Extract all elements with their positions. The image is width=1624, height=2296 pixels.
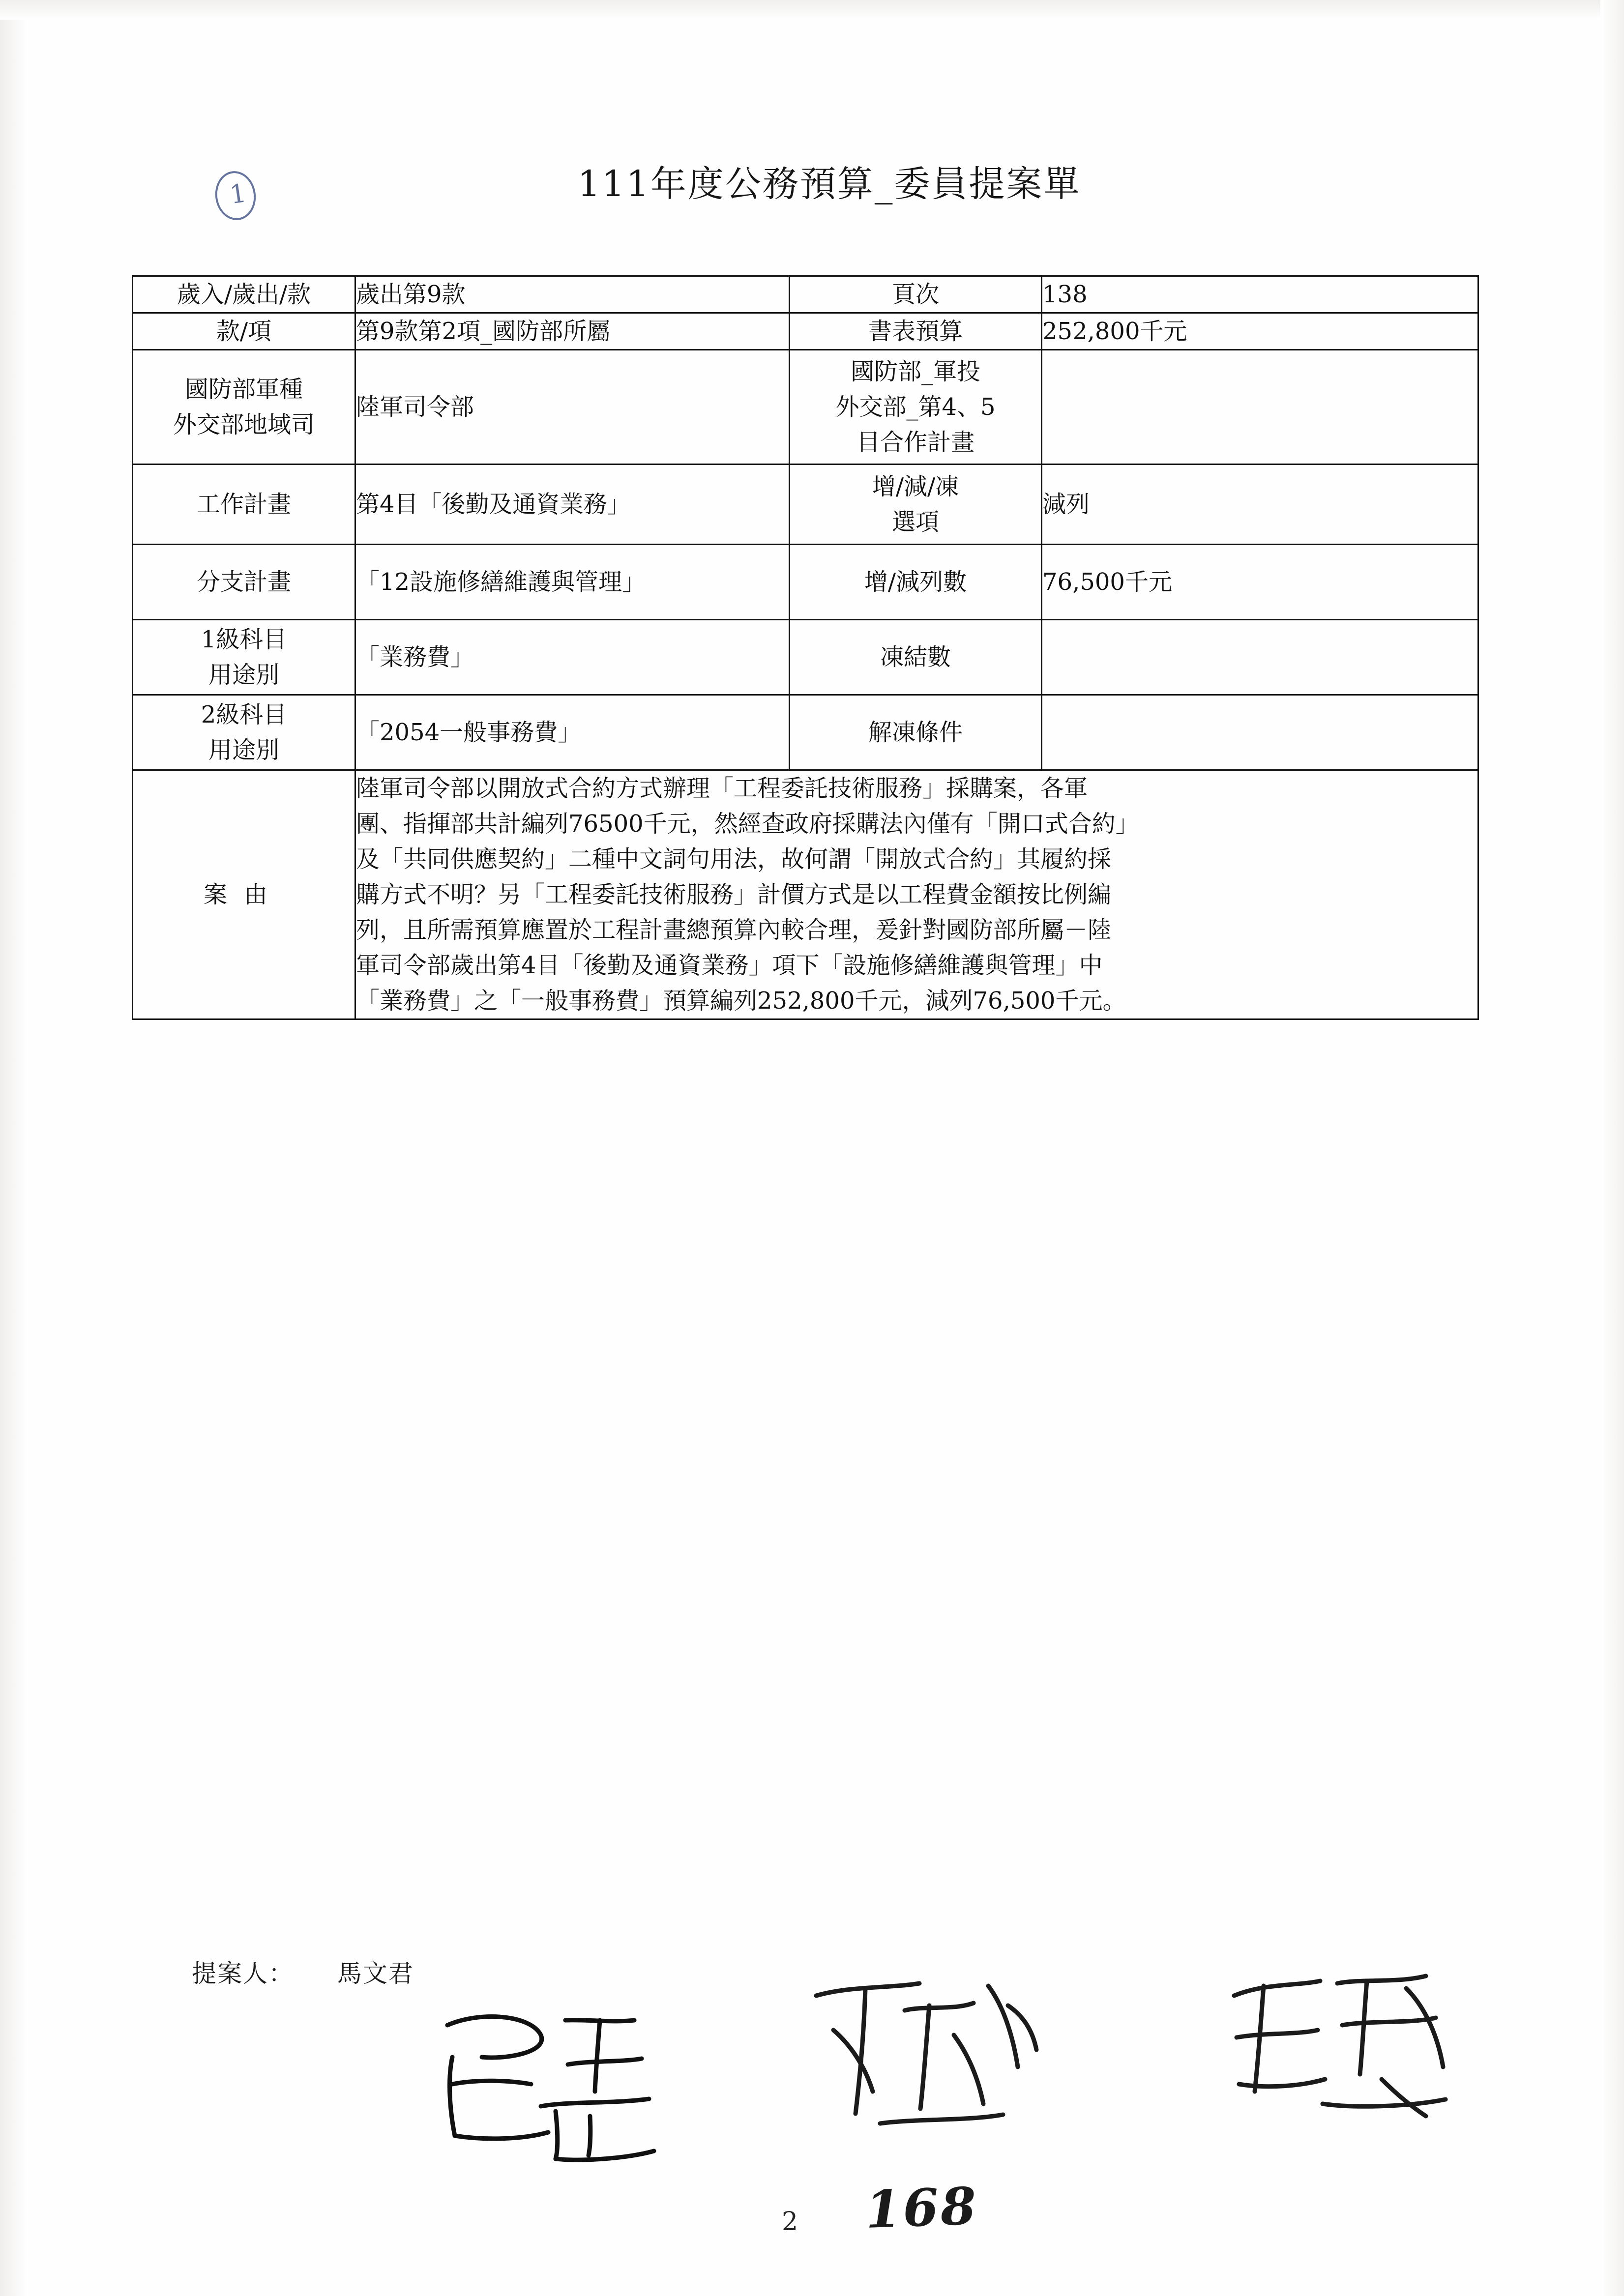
- table-row: [133, 313, 1478, 350]
- row-value-frozen-amount: [1042, 620, 1478, 695]
- reason-line: 購方式不明？另「工程委託技術服務」計價方式是以工程費金額按比例編: [356, 881, 1112, 908]
- budget-proposal-table: [132, 275, 1479, 1020]
- table-row-reason: [133, 770, 1478, 1019]
- table-row: [133, 695, 1478, 770]
- reason-line: 團、指揮部共計編列76500千元，然經查政府採購法內僅有「開口式合約」: [356, 810, 1139, 838]
- row-label-unfreeze-condition: 解凍條件: [790, 695, 1042, 770]
- row-label-level2-account-line2: 用途別: [208, 736, 279, 764]
- row-label-service-branch: [133, 350, 355, 465]
- table-row: [133, 350, 1478, 465]
- row-label-revenue-expenditure: 歲入/歲出/款: [133, 276, 355, 313]
- row-value-book-budget: 252,800千元: [1042, 313, 1478, 350]
- row-label-work-plan: 工作計畫: [133, 465, 355, 545]
- row-value-revenue-expenditure: 歲出第9款: [355, 276, 790, 313]
- reason-line: 陸軍司令部以開放式合約方式辦理「工程委託技術服務」採購案，各軍: [356, 775, 1088, 802]
- table-row: [133, 545, 1478, 620]
- row-label-level1-account-line2: 用途別: [208, 661, 279, 689]
- row-label-sub-plan: 分支計畫: [133, 545, 355, 620]
- table-row: [133, 276, 1478, 313]
- scan-edge-top: [0, 0, 1624, 20]
- row-value-section-item: 第9款第2項_國防部所屬: [355, 313, 790, 350]
- row-value-level1-account: 「業務費」: [355, 620, 790, 695]
- row-label-level1-account-line1: 1級科目: [201, 626, 287, 653]
- row-label-frozen-amount: 凍結數: [790, 620, 1042, 695]
- signature-mark-3: [1219, 1969, 1460, 2126]
- row-label-book-budget: 書表預算: [790, 313, 1042, 350]
- row-label-page-index: 頁次: [790, 276, 1042, 313]
- page-title: [0, 155, 1624, 206]
- row-label-adjust-option-line2: 選項: [891, 508, 939, 536]
- row-value-adjust-option: 減列: [1042, 465, 1478, 545]
- page-title-text: 111年度公務預算_委員提案單: [577, 163, 1081, 205]
- page-number: 2: [782, 2207, 798, 2237]
- row-label-joint-plan: [790, 350, 1042, 465]
- reason-line: 「業務費」之「一般事務費」預算編列252,800千元，減列76,500千元。: [356, 987, 1126, 1015]
- scan-edge-right: [1600, 0, 1624, 2296]
- row-label-service-branch-line1: 國防部軍種: [184, 376, 303, 403]
- row-value-level2-account: 「2054一般事務費」: [355, 695, 790, 770]
- reason-line: 列，且所需預算應置於工程計畫總預算內較合理，爰針對國防部所屬－陸: [356, 916, 1112, 944]
- row-label-level1-account: [133, 620, 355, 695]
- row-label-adjust-option-line1: 增/減/凍: [872, 473, 959, 500]
- proposer-name: 馬文君: [337, 1959, 414, 1988]
- row-value-service-branch: 陸軍司令部: [355, 350, 790, 465]
- row-label-service-branch-line2: 外交部地域司: [173, 411, 315, 438]
- row-value-reason: [355, 770, 1478, 1019]
- row-value-work-plan: 第4目「後勤及通資業務」: [355, 465, 790, 545]
- row-value-sub-plan: 「12設施修繕維護與管理」: [355, 545, 790, 620]
- proposer-row: [192, 1954, 414, 1989]
- signature-mark-1: [418, 2005, 674, 2168]
- row-value-adjust-amount: 76,500千元: [1042, 545, 1478, 620]
- row-value-page-index: 138: [1042, 276, 1478, 313]
- row-value-joint-plan: [1042, 350, 1478, 465]
- row-label-joint-plan-line3: 目合作計畫: [856, 429, 974, 456]
- row-label-adjust-option: [790, 465, 1042, 545]
- row-label-joint-plan-line1: 國防部_軍投: [850, 358, 980, 385]
- row-label-adjust-amount: 增/減列數: [790, 545, 1042, 620]
- table-row: [133, 465, 1478, 545]
- reason-line: 軍司令部歲出第4目「後勤及通資業務」項下「設施修繕維護與管理」中: [356, 952, 1103, 979]
- proposer-label: 提案人：: [192, 1959, 294, 1988]
- row-label-reason: 案由: [133, 770, 355, 1019]
- scan-edge-left: [0, 0, 28, 2296]
- row-label-level2-account-line1: 2級科目: [201, 701, 287, 728]
- row-label-level2-account: [133, 695, 355, 770]
- signature-mark-2: [806, 1976, 1042, 2133]
- reason-line: 及「共同供應契約」二種中文詞句用法，故何謂「開放式合約」其履約採: [356, 845, 1112, 873]
- row-label-section-item: 款/項: [133, 313, 355, 350]
- table-row: [133, 620, 1478, 695]
- handwritten-page-stamp: 168: [864, 2176, 979, 2240]
- row-value-unfreeze-condition: [1042, 695, 1478, 770]
- row-label-joint-plan-line2: 外交部_第4、5: [835, 393, 996, 421]
